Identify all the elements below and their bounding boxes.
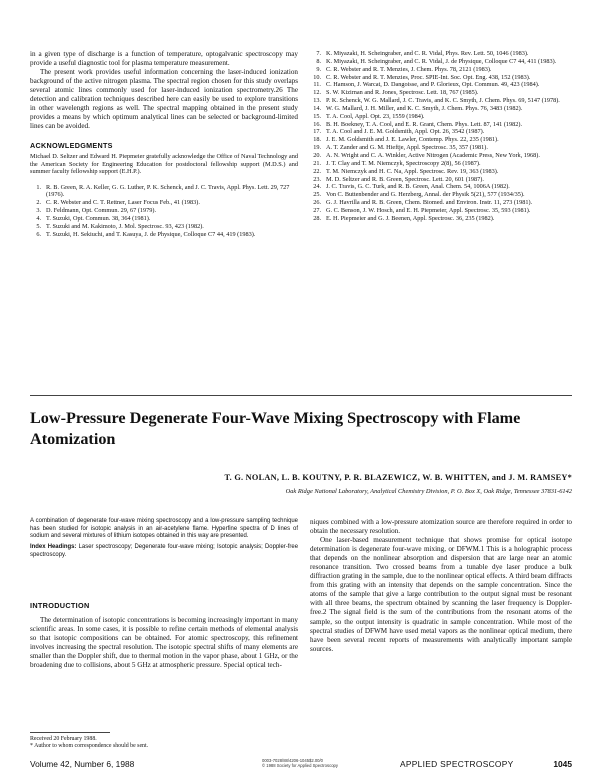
- reference-list: [30, 184, 298, 239]
- reference-item: [310, 128, 572, 136]
- reference-number: 12.: [313, 89, 321, 97]
- index-headings-label: Index Headings:: [30, 544, 77, 551]
- reference-item: [310, 207, 572, 215]
- reference-item: [30, 199, 298, 207]
- reference-text: J. E. M. Goldsmith and J. E. Lawler, Contemp. Phys. 22, 235 (1981).: [326, 136, 499, 144]
- paragraph: The determination of isotopic concentrations is becoming increasingly important in many scientific areas. In some cases, it is possible to refine certain methods of elemental analysis so that isotopic compositions can be obtained. For atomic spectroscopy, this refinement involves increasing the spectral resolution. The isotopic spectral shifts of many elements are smaller than the Doppler shift, due to thermal motion in the vapor phase, about 1 GHz, or the broadening due to collisions, about 5 GHz at atmospheric pressure. Special optical tech-: [30, 616, 298, 670]
- reference-number: 23.: [313, 175, 321, 183]
- reference-text: B. H. Boekney, T. A. Cool, and E. R. Grant, Chem. Phys. Lett. 87, 141 (1982).: [326, 120, 523, 128]
- reference-text: J. C. Travis, G. C. Turk, and R. B. Green, Anal. Chem. 54, 1006A (1982).: [326, 183, 510, 191]
- journal-name: APPLIED SPECTROSCOPY: [400, 759, 514, 769]
- correspondence-note: * Author to whom correspondence should be sent.: [30, 743, 149, 750]
- reference-item: [310, 168, 572, 176]
- reference-item: [30, 184, 298, 200]
- reference-text: T. A. Cool, Appl. Opt. 23, 1559 (1984).: [326, 112, 425, 120]
- index-headings: [30, 544, 298, 559]
- abstract-text: A combination of degenerate four-wave mixing spectroscopy and a low-pressure sampling technique has been studied for isotopic analysis in an air-acetylene flame. Hyperfine spectra of D lines of sodium and several mixtures of lithium isotopes obtained in this way are presented.: [30, 518, 298, 540]
- reference-number: 14.: [313, 104, 321, 112]
- reference-item: [310, 144, 572, 152]
- reference-number: 20.: [313, 151, 321, 159]
- footnote-divider: [30, 732, 110, 733]
- reference-text: W. G. Mallard, J. H. Miller, and K. C. Smyth, J. Chem. Phys. 76, 3483 (1982).: [326, 104, 523, 112]
- reference-number: 24.: [313, 183, 321, 191]
- reference-number: 9.: [316, 65, 321, 73]
- reference-number: 3.: [36, 207, 41, 215]
- reference-text: M. D. Seltzer and R. B. Green, Spectrosc. Lett. 20, 601 (1987).: [326, 175, 484, 183]
- reference-number: 22.: [313, 167, 321, 175]
- reference-text: T. A. Cool and J. E. M. Goldsmith, Appl. Opt. 26, 3542 (1987).: [326, 128, 485, 136]
- reference-item: [310, 113, 572, 121]
- copyright-notice: © 1988 Society for Applied Spectroscopy: [262, 763, 338, 769]
- reference-number: 4.: [36, 215, 41, 223]
- reference-text: C. Hamson, J. Warcat, D. Dangoisse, and P. Glorieux, Opt. Commun. 49, 423 (1984).: [326, 81, 540, 89]
- reference-text: C. R. Webster and R. T. Menzies, Proc. SPIE-Int. Soc. Opt. Eng. 438, 152 (1983).: [326, 73, 531, 81]
- page-number: 1045: [553, 759, 572, 769]
- reference-item: [310, 152, 572, 160]
- reference-item: [310, 74, 572, 82]
- reference-number: 7.: [316, 50, 321, 57]
- abstract: [30, 518, 298, 563]
- reference-number: 2.: [36, 199, 41, 207]
- reference-text: S. W. Kizirnan and R. Jones, Spectrosc. Lett. 18, 767 (1985).: [326, 89, 479, 97]
- reference-text: K. Miyazaki, H. Scheingraber, and C. R. Vidal, Phys. Rev. Lett. 50, 1046 (1983).: [326, 50, 529, 57]
- reference-item: [310, 89, 572, 97]
- reference-text: P. K. Schenck, W. G. Mallard, J. C. Travis, and K. C. Smyth, J. Chem. Phys. 69, 5147 (1978).: [326, 97, 560, 105]
- reference-text: G. C. Benson, J. W. Hosch, and E. H. Piepmeier, Appl. Spectrosc. 35, 593 (1981).: [326, 206, 531, 214]
- reference-text: A. N. Wright and C. A. Winkler, Active Nitrogen (Academic Press, New York, 1968).: [326, 151, 540, 159]
- conclusion-text: [30, 50, 298, 131]
- reference-number: 5.: [36, 222, 41, 230]
- article-code: 0003-7028/88/4206-1045$2.00/0: [262, 758, 324, 763]
- received-date: Received 20 February 1988.: [30, 736, 97, 742]
- author-list: T. G. NOLAN, L. B. KOUTNY, P. R. BLAZEWICZ, W. B. WHITTEN, and J. M. RAMSEY*: [224, 473, 572, 482]
- reference-text: C. R. Webster and C. T. Rettner, Laser Focus Feb., 41 (1983).: [46, 199, 200, 207]
- reference-number: 13.: [313, 97, 321, 105]
- reference-text: T. M. Niemczyk and H. C. Na, Appl. Spectrosc. Rev. 19, 363 (1983).: [326, 167, 499, 175]
- article-title: Low-Pressure Degenerate Four-Wave Mixing Spectroscopy with Flame Atomization: [30, 409, 521, 448]
- reference-item: [310, 191, 572, 199]
- reference-number: 6.: [36, 230, 41, 238]
- reference-item: [310, 183, 572, 191]
- copyright-block: [262, 758, 338, 768]
- introduction-text: [30, 616, 298, 670]
- top-right-column: [310, 50, 572, 223]
- reference-text: R. B. Green, R. A. Keller, G. G. Luther, P. K. Schenck, and J. C. Travis, Appl. Phys. Lett. 29, 727 (1976).: [46, 183, 290, 199]
- paragraph: in a given type of discharge is a function of temperature, optogalvanic spectroscopy may provide a useful diagnostic tool for plasma temperature measurement.: [30, 50, 298, 68]
- reference-number: 8.: [316, 57, 321, 65]
- reference-item: [310, 81, 572, 89]
- reference-number: 27.: [313, 206, 321, 214]
- section-divider: [30, 395, 572, 396]
- reference-item: [310, 136, 572, 144]
- paragraph: The present work provides useful information concerning the laser-induced ionization background of the active nitrogen plasma. The spectral region chosen for this study overlaps several atomic lines commonly used for laser-induced ionization spectrometry.26 The detection and calibration techniques described here can easily be used to explore transitions in other wavelength regions as well. The spectral mapping obtained in the present study provides a means by which optimum analytical lines can be selected or background-limited lines can be avoided.: [30, 68, 298, 131]
- reference-item: [310, 66, 572, 74]
- volume-info: Volume 42, Number 6, 1988: [30, 759, 135, 769]
- page-footer: [30, 759, 572, 773]
- top-left-column: [30, 50, 298, 239]
- reference-number: 10.: [313, 73, 321, 81]
- reference-item: [310, 97, 572, 105]
- reference-item: [310, 121, 572, 129]
- reference-number: 26.: [313, 199, 321, 207]
- reference-item: [310, 105, 572, 113]
- reference-number: 16.: [313, 120, 321, 128]
- second-column-text: [310, 518, 572, 654]
- reference-text: T. Suzuki, H. Sekiuchi, and T. Kasuya, J. de Physique, Colloque C7 44, 419 (1983).: [46, 230, 256, 238]
- reference-number: 17.: [313, 128, 321, 136]
- reference-number: 1.: [36, 183, 41, 191]
- reference-number: 28.: [313, 214, 321, 222]
- reference-number: 19.: [313, 144, 321, 152]
- paragraph: niques combined with a low-pressure atomization source are therefore required in order to obtain the necessary resolution.: [310, 518, 572, 536]
- reference-item: [310, 50, 572, 58]
- reference-item: [310, 58, 572, 66]
- reference-number: 21.: [313, 159, 321, 167]
- reference-item: [30, 223, 298, 231]
- reference-text: G. J. Havrilla and R. B. Green, Chem. Biomed. and Environ. Instr. 11, 273 (1981).: [326, 199, 533, 207]
- reference-number: 25.: [313, 191, 321, 199]
- reference-text: T. Suzuki, Opt. Commun. 38, 364 (1981).: [46, 215, 151, 223]
- reference-text: Von C. Buttenbender and G. Herzberg, Annal. der Physik 5(21), 577 (1934/35).: [326, 191, 525, 199]
- acknowledgments-text: Michael D. Seltzer and Edward H. Piepmeier gratefully acknowledge the Office of Naval Technology and the American Society for Engineering Education for postdoctoral fellowship support (M.D.S.) and summer faculty fellowship support (E.H.P.).: [30, 153, 298, 176]
- reference-item: [30, 231, 298, 239]
- index-headings-terms: Laser spectroscopy; Degenerate four-wave mixing; Isotopic analysis; Doppler-free spectroscopy.: [30, 544, 298, 558]
- acknowledgments-heading: ACKNOWLEDGMENTS: [30, 141, 113, 151]
- reference-text: C. R. Webster and R. T. Menzies, J. Chem. Phys. 78, 2121 (1983).: [326, 65, 492, 73]
- reference-number: 11.: [313, 81, 321, 89]
- reference-text: A. T. Zander and G. M. Hieftje, Appl. Spectrosc. 35, 357 (1981).: [326, 144, 488, 152]
- reference-text: K. Miyazaki, H. Scheingraber, and C. R. Vidal, J. de Physique, Colloque C7 44, 411 (1983).: [326, 57, 557, 65]
- reference-item: [310, 176, 572, 184]
- footnotes: [30, 736, 298, 751]
- reference-item: [310, 199, 572, 207]
- reference-text: J. T. Clay and T. M. Niemczyk, Spectroscopy 2(8), 56 (1987).: [326, 159, 481, 167]
- reference-number: 15.: [313, 112, 321, 120]
- introduction-heading: INTRODUCTION: [30, 601, 90, 610]
- reference-item: [310, 215, 572, 223]
- paragraph: One laser-based measurement technique that shows promise for optical isotope determination is degenerate four-wave mixing, or DFWM.1 This is a holographic process that depends on the nonlinear absorption and dispersion that are large near an atomic resonance transition. Two crossed beams from a tunable dye laser produce a bulk diffraction grating in the sample, due to the nonlinear optical effects. A third beam diffracts from this grating with an intensity that depends on the sample concentration. Since the atoms of the sample that give a large contribution to the output signal must be resonant with all three beams, the spectrum obtained by scanning the laser frequency is Doppler-free.2 The signal field is the sum of the contributions from the resonant atoms of the sample, so the output intensity is quadratic in sample concentration. While most of the spectral studies of DFWM have used metal vapors as the nonlinear optical medium, there have been several recent reports of measurements with analytically important sample sources.: [310, 536, 572, 653]
- reference-item: [310, 160, 572, 168]
- reference-text: T. Suzuki and M. Kakimoto, J. Mol. Spectrosc. 93, 423 (1982).: [46, 222, 204, 230]
- reference-text: D. Feldmann, Opt. Commun. 29, 67 (1979).: [46, 207, 157, 215]
- reference-list: [310, 50, 572, 223]
- reference-item: [30, 207, 298, 215]
- reference-item: [30, 215, 298, 223]
- reference-number: 18.: [313, 136, 321, 144]
- reference-text: E. H. Piepmeier and G. J. Beenen, Appl. Spectrosc. 36, 235 (1982).: [326, 214, 495, 222]
- affiliation: Oak Ridge National Laboratory, Analytical Chemistry Division, P. O. Box X, Oak Ridge, Tennessee 37831-6142: [285, 488, 572, 495]
